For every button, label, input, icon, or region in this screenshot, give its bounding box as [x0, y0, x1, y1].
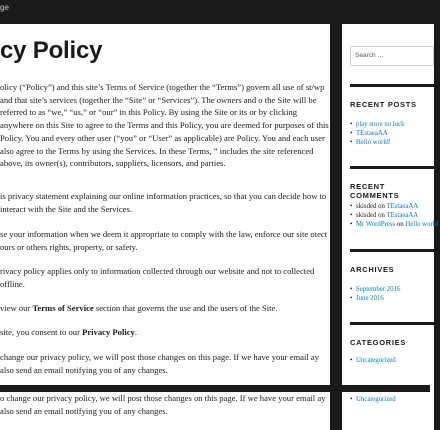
- list-item: • Mr WordPress on Hello world: [350, 220, 440, 229]
- privacy-policy-link[interactable]: Privacy Policy: [82, 327, 135, 337]
- widget-divider: [350, 322, 434, 325]
- sidebar-duplicate: [338, 392, 434, 430]
- recent-comments-title: RECENT COMMENTS: [350, 182, 400, 200]
- recent-comments-list: [350, 202, 440, 230]
- sidebar: [338, 24, 439, 430]
- recent-posts-title: RECENT POSTS: [350, 100, 417, 109]
- overlay-bar: [0, 385, 430, 392]
- list-item[interactable]: • Hello world!: [350, 138, 440, 147]
- archives-title: ARCHIVES: [350, 265, 395, 274]
- policy-paragraph-scope: rivacy policy applies only to information collected through our website and not to collected offline.: [0, 266, 315, 289]
- page-title: cy Policy: [0, 37, 103, 64]
- main-content: [0, 24, 330, 430]
- list-item: • skisded on TEstaeaAA: [350, 211, 440, 220]
- list-item[interactable]: • September 2016: [350, 285, 440, 294]
- comment-post-link[interactable]: Hello world: [405, 221, 439, 229]
- comment-post-link[interactable]: TEstaeaAA: [386, 203, 419, 210]
- main-content-duplicate: [0, 392, 330, 430]
- list-item[interactable]: • TEstaeaAA: [350, 129, 440, 138]
- admin-bar: [0, 0, 430, 16]
- comment-post-link[interactable]: TEstaeaAA: [386, 212, 419, 220]
- policy-paragraph-disclosure: se your information when we deem it appropriate to comply with the law, enforce our site otect ours or others rights, property, or safety.: [0, 229, 328, 252]
- list-item[interactable]: • June 2016: [350, 294, 440, 303]
- admin-bar-label[interactable]: ge: [0, 3, 9, 12]
- categories-title: CATEGORIES: [350, 338, 407, 347]
- search-input[interactable]: Search …: [350, 46, 434, 66]
- policy-paragraph-intro: olicy (“Policy”) and this site’s Terms of Service (together the “Terms”) govern all use of st/wp and that site’s services (together the “Site” or “Services”). The owners and o the Site will be referred to as “we,” “us,” or “our” in this Policy. By using the Site or its or by clicking anywhere on this Site to agree to the Terms and this Policy, you are deemed for purposes of this Policy. You and every other user (“you” or “User” as applicable) are Policy. You and each user also agree to the Terms by using the Services. In these Terms, ” includes the site referenced above, its owner(s), contributors, suppliers, licensors, and parties.: [0, 82, 329, 169]
- policy-paragraph-terms: view our Terms of Service section that governs the use and the users of the Site.: [0, 303, 278, 313]
- widget-divider: [350, 249, 434, 252]
- comment-author-link[interactable]: Mr WordPress: [356, 221, 396, 229]
- widget-divider: [350, 84, 434, 87]
- archives-list: [350, 285, 440, 303]
- list-item: • skisded on TEstaeaAA: [350, 202, 440, 211]
- policy-paragraph-changes: change our privacy policy, we will post those changes on this page. If we have your email ay also send an email notifying you of any changes.: [0, 352, 319, 375]
- categories-list: [350, 356, 440, 365]
- policy-paragraph-statement: is privacy statement explaining our online information practices, so that you can decide how to interact with the Site and the Services.: [0, 191, 327, 214]
- list-item[interactable]: • Uncategorized: [350, 356, 440, 365]
- policy-paragraph-consent: site, you consent to our Privacy Policy.: [0, 327, 138, 337]
- terms-of-service-link[interactable]: Terms of Service: [32, 303, 94, 313]
- recent-posts-list: [350, 120, 440, 148]
- categories-list: [350, 395, 440, 404]
- policy-paragraph-changes: o change our privacy policy, we will post those changes on this page. If we have your email ay also send an email notifying you of any changes.: [0, 393, 326, 416]
- widget-divider: [350, 166, 434, 169]
- list-item[interactable]: • Uncategorized: [350, 395, 440, 404]
- list-item[interactable]: • play store no luck: [350, 120, 440, 129]
